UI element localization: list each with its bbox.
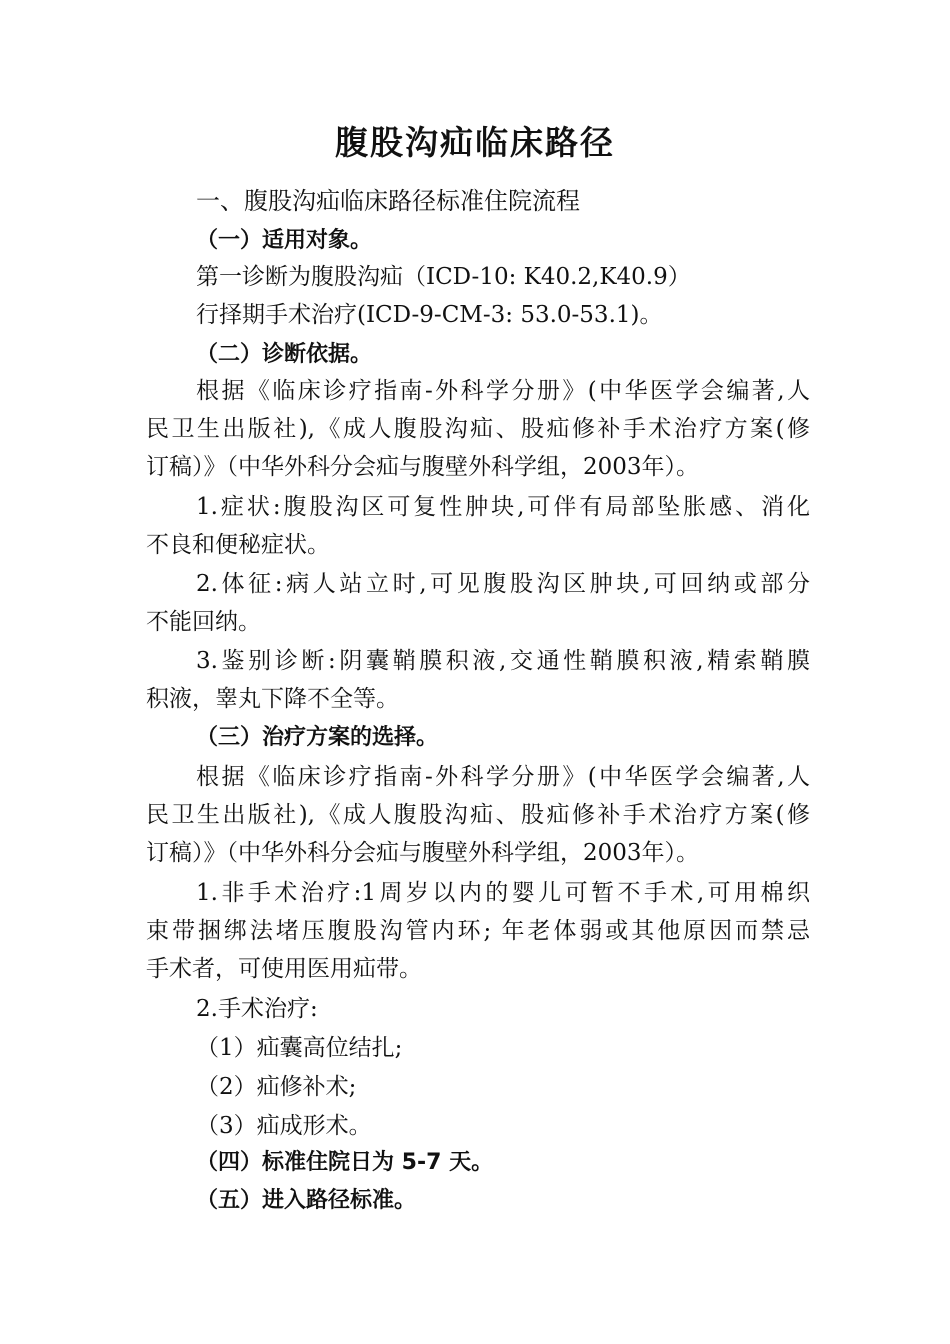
paragraph-line: 民卫生出版社),《成人腹股沟疝、股疝修补手术治疗方案(修 [146,416,810,442]
paragraph-line: 手术者，可使用医用疝带。 [146,956,422,982]
list-item: （1）疝囊高位结扎; [196,1035,403,1061]
document-title: 腹股沟疝临床路径 [335,123,615,162]
paragraph-line: 根据《临床诊疗指南-外科学分册》(中华医学会编著,人 [196,764,810,790]
paragraph-line: 不能回纳。 [146,609,261,635]
paragraph-line: 积液，睾丸下降不全等。 [146,686,399,712]
paragraph-line: 第一诊断为腹股沟疝（ICD-10: K40.2,K40.9） [196,264,691,290]
paragraph-line: 行择期手术治疗(ICD-9-CM-3: 53.0-53.1)。 [196,302,663,328]
paragraph-line: 不良和便秘症状。 [146,532,330,558]
paragraph-line: 1.非手术治疗:1周岁以内的婴儿可暂不手术,可用棉织 [196,880,810,906]
paragraph-line: 2.手术治疗: [196,996,318,1022]
paragraph-line: 1.症状:腹股沟区可复性肿块,可伴有局部坠胀感、消化 [196,494,810,520]
subsection-heading: （五）进入路径标准。 [196,1188,417,1213]
paragraph-line: 订稿）》（中华外科分会疝与腹壁外科学组，2003年）。 [146,840,700,866]
paragraph-line: 订稿）》（中华外科分会疝与腹壁外科学组，2003年）。 [146,454,700,480]
paragraph-line: 根据《临床诊疗指南-外科学分册》(中华医学会编著,人 [196,378,810,404]
list-item: （3）疝成形术。 [196,1113,372,1139]
paragraph-line: 民卫生出版社),《成人腹股沟疝、股疝修补手术治疗方案(修 [146,802,810,828]
paragraph-line: 束带捆绑法堵压腹股沟管内环; 年老体弱或其他原因而禁忌 [146,918,810,944]
paragraph-line: 3.鉴别诊断:阴囊鞘膜积液,交通性鞘膜积液,精索鞘膜 [196,648,810,674]
subsection-heading: （四）标准住院日为 5-7 天。 [196,1150,494,1175]
subsection-heading: （三）治疗方案的选择。 [196,725,439,750]
subsection-heading: （一）适用对象。 [196,228,373,253]
list-item: （2）疝修补术; [196,1074,357,1100]
section-heading: 一、腹股沟疝临床路径标准住院流程 [196,187,580,215]
subsection-heading: （二）诊断依据。 [196,342,373,367]
paragraph-line: 2.体征:病人站立时,可见腹股沟区肿块,可回纳或部分 [196,571,810,597]
